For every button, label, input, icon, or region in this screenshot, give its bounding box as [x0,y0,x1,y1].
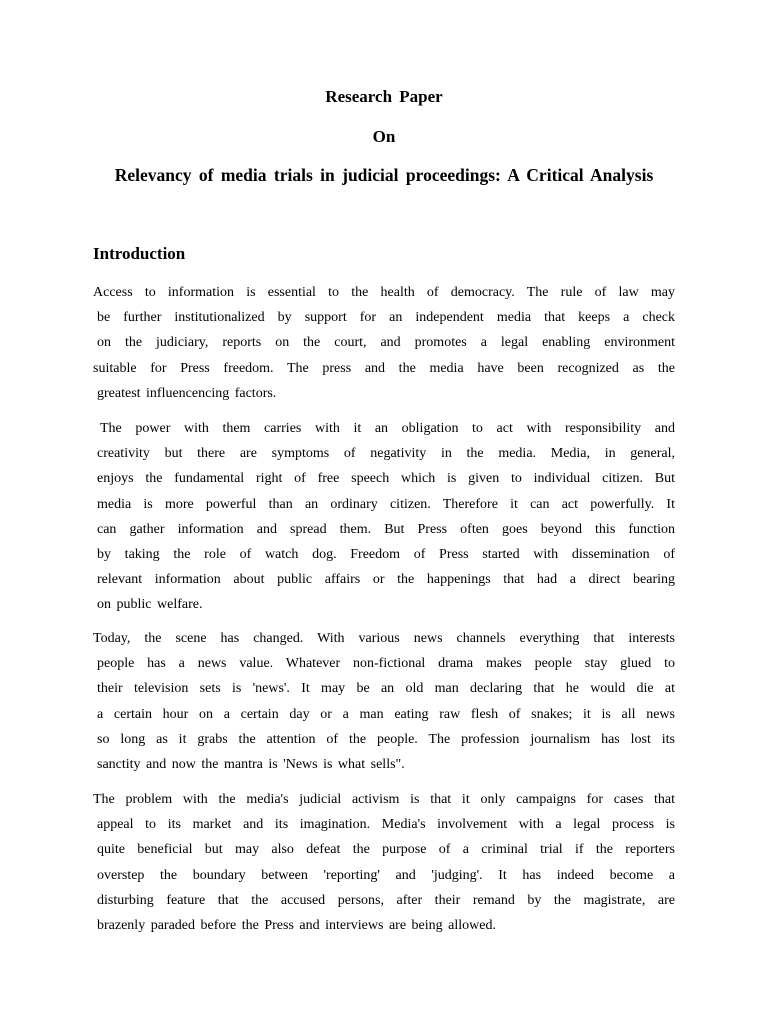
paper-title-line-2: On [372,127,396,146]
paragraph-line: brazenly paraded before the Press and interviews are being allowed. [97,918,496,934]
paragraph-line: Today, the scene has changed. With various news channels everything that interests [93,631,675,646]
paragraph-1 [93,280,675,406]
paragraph-line: appeal to its market and its imagination. Media's involvement with a legal process is [97,817,675,833]
paragraph-line: a certain hour on a certain day or a man eating raw flesh of snakes; it is all news [97,706,675,722]
paper-title-line-3: Relevancy of media trials in judicial proceedings: A Critical Analysis [114,165,654,185]
paragraph-line: by taking the role of watch dog. Freedom of Press started with dissemination of [97,547,675,563]
paragraph-line: on public welfare. [97,597,203,613]
paragraph-line: The power with them carries with it an obligation to act with responsibility and [100,421,675,436]
paragraph-line: their television sets is 'news'. It may be an old man declaring that he would die at [97,681,675,697]
paragraph-line: overstep the boundary between 'reporting' and 'judging'. It has indeed become a [97,867,675,883]
paragraph-2 [93,416,675,618]
paragraph-line: quite beneficial but may also defeat the purpose of a criminal trial if the reporters [97,842,675,858]
paragraph-line: The problem with the media's judicial activism is that it only campaigns for cases that [93,792,675,807]
paragraph-line: so long as it grabs the attention of the people. The profession journalism has lost its [97,731,675,747]
paragraph-3 [93,626,675,777]
paragraph-line: can gather information and spread them. But Press often goes beyond this function [97,521,675,537]
paper-title-line-1: Research Paper [325,87,443,106]
paragraph-line: greatest influencencing factors. [97,385,277,401]
section-heading-introduction: Introduction [93,244,186,263]
paragraph-line: be further institutionalized by support for an independent media that keeps a check [97,310,675,326]
paragraph-line: Access to information is essential to the health of democracy. The rule of law may [93,285,675,300]
paragraph-line: enjoys the fundamental right of free speech which is given to individual citizen. But [97,471,675,487]
paragraph-line: relevant information about public affairs or the happenings that had a direct bearing [97,572,675,588]
paragraph-line: suitable for Press freedom. The press and the media have been recognized as the [93,360,675,376]
paragraph-line: disturbing feature that the accused persons, after their remand by the magistrate, are [97,892,675,908]
paragraph-line: sanctity and now the mantra is 'News is what sells". [97,757,405,773]
paragraph-line: media is more powerful than an ordinary citizen. Therefore it can act powerfully. It [97,496,675,512]
paragraph-line: on the judiciary, reports on the court, and promotes a legal enabling environment [97,335,675,351]
paragraph-line: people has a news value. Whatever non-fictional drama makes people stay glued to [97,656,675,672]
paragraph-line: creativity but there are symptoms of negativity in the media. Media, in general, [97,446,675,462]
paragraph-4 [93,787,675,938]
